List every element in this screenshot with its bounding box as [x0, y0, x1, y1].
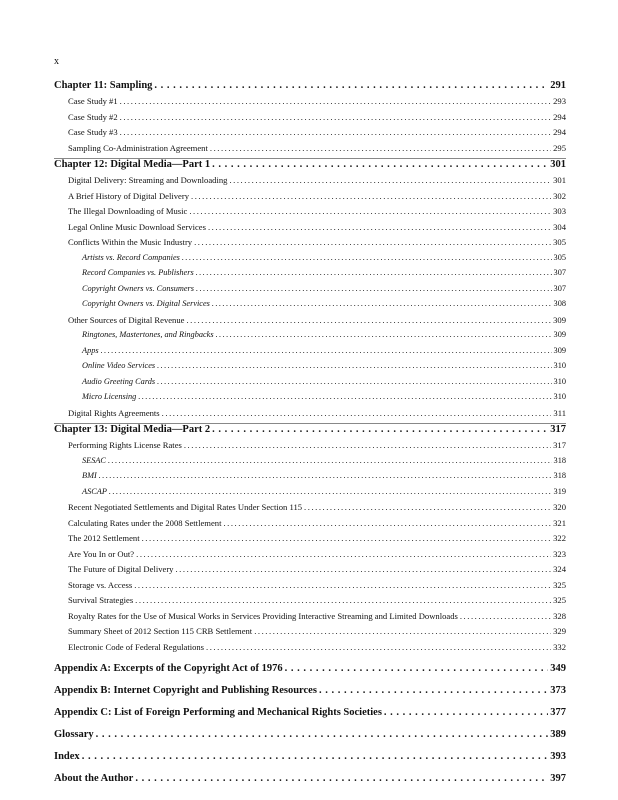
toc-entry-section[interactable]: [54, 580, 566, 596]
dot-leader: [210, 143, 551, 153]
dot-leader: [216, 330, 552, 339]
toc-entry-chapter[interactable]: [54, 773, 566, 789]
dot-leader: [120, 112, 551, 122]
dot-leader: [206, 642, 551, 652]
toc-entry-title: Glossary: [54, 729, 94, 740]
toc-entry-title: Ringtones, Mastertones, and Ringbacks: [82, 330, 214, 339]
toc-entry-title: Apps: [82, 345, 99, 355]
toc-entry-section[interactable]: [54, 502, 566, 518]
toc-entry-page: 309: [553, 314, 566, 325]
toc-entry-section[interactable]: [54, 440, 566, 456]
toc-entry-chapter[interactable]: [54, 685, 566, 701]
toc-entry-title: Case Study #3: [68, 127, 118, 137]
page-folio: x: [54, 56, 59, 67]
toc-entry-title: Chapter 11: Sampling: [54, 80, 153, 91]
toc-entry-page: 320: [553, 502, 566, 512]
toc-entry-title: Summary Sheet of 2012 Section 115 CRB Settlement: [68, 626, 253, 636]
toc-entry-page: 325: [553, 595, 566, 605]
dot-leader: [162, 408, 552, 418]
toc-entry-page: 322: [553, 533, 566, 543]
dot-leader: [157, 377, 551, 386]
dot-leader: [182, 253, 552, 262]
dot-leader: [175, 564, 551, 574]
toc-entry-page: 393: [550, 751, 566, 762]
toc-entry-sub[interactable]: [54, 471, 566, 487]
toc-entry-page: 318: [553, 455, 566, 465]
toc-entry-sub[interactable]: [54, 377, 566, 393]
toc-entry-section[interactable]: [54, 222, 566, 238]
toc-entry-title: Appendix C: List of Foreign Performing and Mechanical Rights Societies: [54, 707, 382, 718]
toc-entry-page: 294: [553, 127, 566, 137]
dot-leader: [460, 611, 551, 621]
toc-entry-page: 317: [550, 424, 566, 435]
toc-entry-page: 389: [550, 729, 566, 740]
dot-leader: [212, 299, 552, 308]
toc-entry-chapter[interactable]: [54, 663, 566, 679]
toc-entry-sub[interactable]: [54, 392, 566, 408]
dot-leader: [223, 518, 551, 528]
toc-entry-chapter[interactable]: [54, 423, 566, 440]
toc-entry-title: About the Author: [54, 773, 134, 784]
toc-entry-title: The 2012 Settlement: [68, 533, 140, 543]
toc-entry-section[interactable]: [54, 191, 566, 207]
toc-entry-page: 332: [553, 641, 566, 652]
dot-leader: [212, 424, 548, 435]
table-of-contents: [54, 80, 566, 789]
toc-entry-page: 309: [553, 330, 566, 339]
toc-entry-title: Copyright Owners vs. Digital Services: [82, 299, 210, 308]
toc-entry-page: 373: [550, 685, 566, 696]
toc-entry-title: Chapter 12: Digital Media—Part 1: [54, 159, 211, 170]
toc-entry-sub[interactable]: [54, 253, 566, 269]
toc-entry-sub[interactable]: [54, 346, 566, 362]
dot-leader: [184, 440, 551, 450]
toc-entry-title: Record Companies vs. Publishers: [82, 268, 194, 277]
dot-leader: [196, 268, 552, 277]
toc-entry-section[interactable]: [54, 626, 566, 642]
toc-entry-page: 293: [553, 96, 566, 106]
dot-leader: [101, 346, 552, 355]
toc-entry-page: 318: [553, 471, 566, 480]
toc-entry-section[interactable]: [54, 408, 566, 424]
toc-entry-section[interactable]: [54, 112, 566, 128]
dot-leader: [208, 222, 551, 232]
toc-entry-section[interactable]: [54, 237, 566, 253]
toc-entry-page: 294: [553, 111, 566, 122]
toc-entry-title: Are You In or Out?: [68, 548, 135, 559]
toc-entry-title: Royalty Rates for the Use of Musical Works in Services Providing Interactive Streaming and Limited Downloads: [68, 610, 458, 621]
toc-entry-title: The Future of Digital Delivery: [68, 564, 174, 574]
toc-entry-title: Digital Delivery: Streaming and Downloading: [68, 175, 228, 185]
dot-leader: [120, 127, 551, 137]
toc-entry-page: 324: [553, 564, 566, 574]
toc-entry-page: 304: [553, 221, 566, 232]
dot-leader: [189, 206, 551, 216]
toc-entry-page: 323: [553, 548, 566, 559]
dot-leader: [186, 315, 551, 325]
toc-entry-title: Chapter 13: Digital Media—Part 2: [54, 424, 211, 435]
toc-entry-page: 325: [553, 579, 566, 590]
dot-leader: [142, 533, 552, 543]
dot-leader: [138, 392, 551, 401]
toc-entry-page: 377: [550, 707, 566, 718]
toc-entry-page: 397: [550, 773, 566, 784]
toc-entry-page: 317: [553, 440, 566, 450]
toc-entry-sub[interactable]: [54, 456, 566, 472]
toc-entry-page: 329: [553, 626, 566, 636]
toc-entry-title: Audio Greeting Cards: [82, 376, 156, 386]
dot-leader: [254, 626, 551, 636]
toc-entry-title: Micro Licensing: [82, 392, 137, 401]
toc-entry-page: 319: [553, 486, 566, 496]
toc-entry-page: 307: [553, 268, 566, 277]
toc-entry-title: A Brief History of Digital Delivery: [68, 190, 190, 201]
dot-leader: [135, 773, 548, 784]
toc-entry-title: Case Study #1: [68, 96, 118, 106]
toc-entry-sub[interactable]: [54, 487, 566, 503]
dot-leader: [96, 729, 549, 740]
dot-leader: [319, 685, 548, 696]
toc-entry-section[interactable]: [54, 549, 566, 565]
toc-entry-title: Sampling Co-Administration Agreement: [68, 142, 208, 153]
toc-entry-title: Performing Rights License Rates: [68, 440, 182, 450]
dot-leader: [229, 175, 551, 185]
toc-entry-page: 310: [553, 376, 566, 386]
toc-entry-sub[interactable]: [54, 299, 566, 315]
dot-leader: [285, 663, 549, 674]
toc-entry-title: Other Sources of Digital Revenue: [68, 314, 185, 325]
dot-leader: [108, 456, 552, 465]
toc-entry-sub[interactable]: [54, 361, 566, 377]
toc-entry-chapter[interactable]: [54, 729, 566, 745]
toc-entry-page: 302: [553, 190, 566, 201]
toc-entry-page: 321: [553, 517, 566, 528]
toc-entry-page: 307: [553, 283, 566, 293]
toc-entry-title: Appendix A: Excerpts of the Copyright Act of 1976: [54, 663, 283, 674]
toc-entry-section[interactable]: [54, 642, 566, 658]
toc-entry-title: The Illegal Downloading of Music: [68, 206, 188, 216]
toc-entry-title: Storage vs. Access: [68, 579, 133, 590]
toc-entry-section[interactable]: [54, 315, 566, 331]
toc-entry-title: ASCAP: [82, 486, 107, 496]
toc-entry-chapter[interactable]: [54, 707, 566, 723]
toc-entry-section[interactable]: [54, 533, 566, 549]
toc-entry-title: Electronic Code of Federal Regulations: [68, 641, 205, 652]
dot-leader: [157, 361, 551, 370]
toc-entry-section[interactable]: [54, 175, 566, 191]
dot-leader: [196, 284, 552, 293]
toc-entry-page: 291: [550, 80, 566, 91]
toc-entry-page: 305: [553, 252, 566, 262]
dot-leader: [99, 471, 552, 480]
toc-entry-section[interactable]: [54, 595, 566, 611]
toc-entry-title: Recent Negotiated Settlements and Digital Rates Under Section 115: [68, 502, 303, 512]
toc-entry-section[interactable]: [54, 611, 566, 627]
toc-entry-section[interactable]: [54, 143, 566, 159]
toc-entry-title: Calculating Rates under the 2008 Settlement: [68, 517, 222, 528]
dot-leader: [135, 595, 551, 605]
toc-entry-title: Legal Online Music Download Services: [68, 221, 206, 232]
dot-leader: [191, 191, 551, 201]
toc-entry-title: Online Video Services: [82, 361, 156, 370]
toc-entry-section[interactable]: [54, 127, 566, 143]
dot-leader: [212, 159, 548, 170]
toc-entry-title: Digital Rights Agreements: [68, 407, 160, 418]
dot-leader: [304, 502, 551, 512]
toc-entry-title: Index: [54, 751, 80, 762]
toc-entry-page: 305: [553, 237, 566, 247]
toc-entry-title: SESAC: [82, 455, 106, 465]
toc-entry-chapter[interactable]: [54, 751, 566, 767]
toc-entry-page: 310: [553, 361, 566, 370]
toc-entry-section[interactable]: [54, 206, 566, 222]
toc-entry-page: 301: [553, 175, 566, 185]
toc-entry-page: 328: [553, 610, 566, 621]
toc-entry-title: Survival Strategies: [68, 595, 134, 605]
toc-entry-section[interactable]: [54, 564, 566, 580]
toc-entry-title: Artists vs. Record Companies: [82, 252, 180, 262]
toc-entry-title: Copyright Owners vs. Consumers: [82, 283, 195, 293]
toc-entry-chapter[interactable]: [54, 158, 566, 175]
dot-leader: [82, 751, 549, 762]
toc-entry-page: 301: [550, 159, 566, 170]
toc-entry-chapter[interactable]: [54, 80, 566, 96]
dot-leader: [136, 549, 551, 559]
dot-leader: [134, 580, 551, 590]
toc-entry-page: 308: [553, 299, 566, 308]
toc-entry-page: 303: [553, 206, 566, 216]
toc-entry-page: 349: [550, 663, 566, 674]
toc-entry-page: 311: [553, 407, 566, 418]
dot-leader: [109, 487, 552, 496]
toc-entry-sub[interactable]: [54, 330, 566, 346]
toc-entry-section[interactable]: [54, 96, 566, 112]
toc-entry-section[interactable]: [54, 518, 566, 534]
toc-entry-page: 309: [553, 345, 566, 355]
dot-leader: [194, 237, 551, 247]
toc-entry-title: Appendix B: Internet Copyright and Publishing Resources: [54, 685, 317, 696]
toc-entry-sub[interactable]: [54, 284, 566, 300]
toc-entry-title: Conflicts Within the Music Industry: [68, 237, 193, 247]
toc-entry-title: Case Study #2: [68, 111, 118, 122]
toc-entry-page: 295: [553, 142, 566, 153]
toc-entry-title: BMI: [82, 471, 97, 480]
toc-entry-page: 310: [553, 392, 566, 401]
toc-entry-sub[interactable]: [54, 268, 566, 284]
dot-leader: [384, 707, 548, 718]
dot-leader: [154, 80, 548, 91]
dot-leader: [120, 96, 551, 106]
